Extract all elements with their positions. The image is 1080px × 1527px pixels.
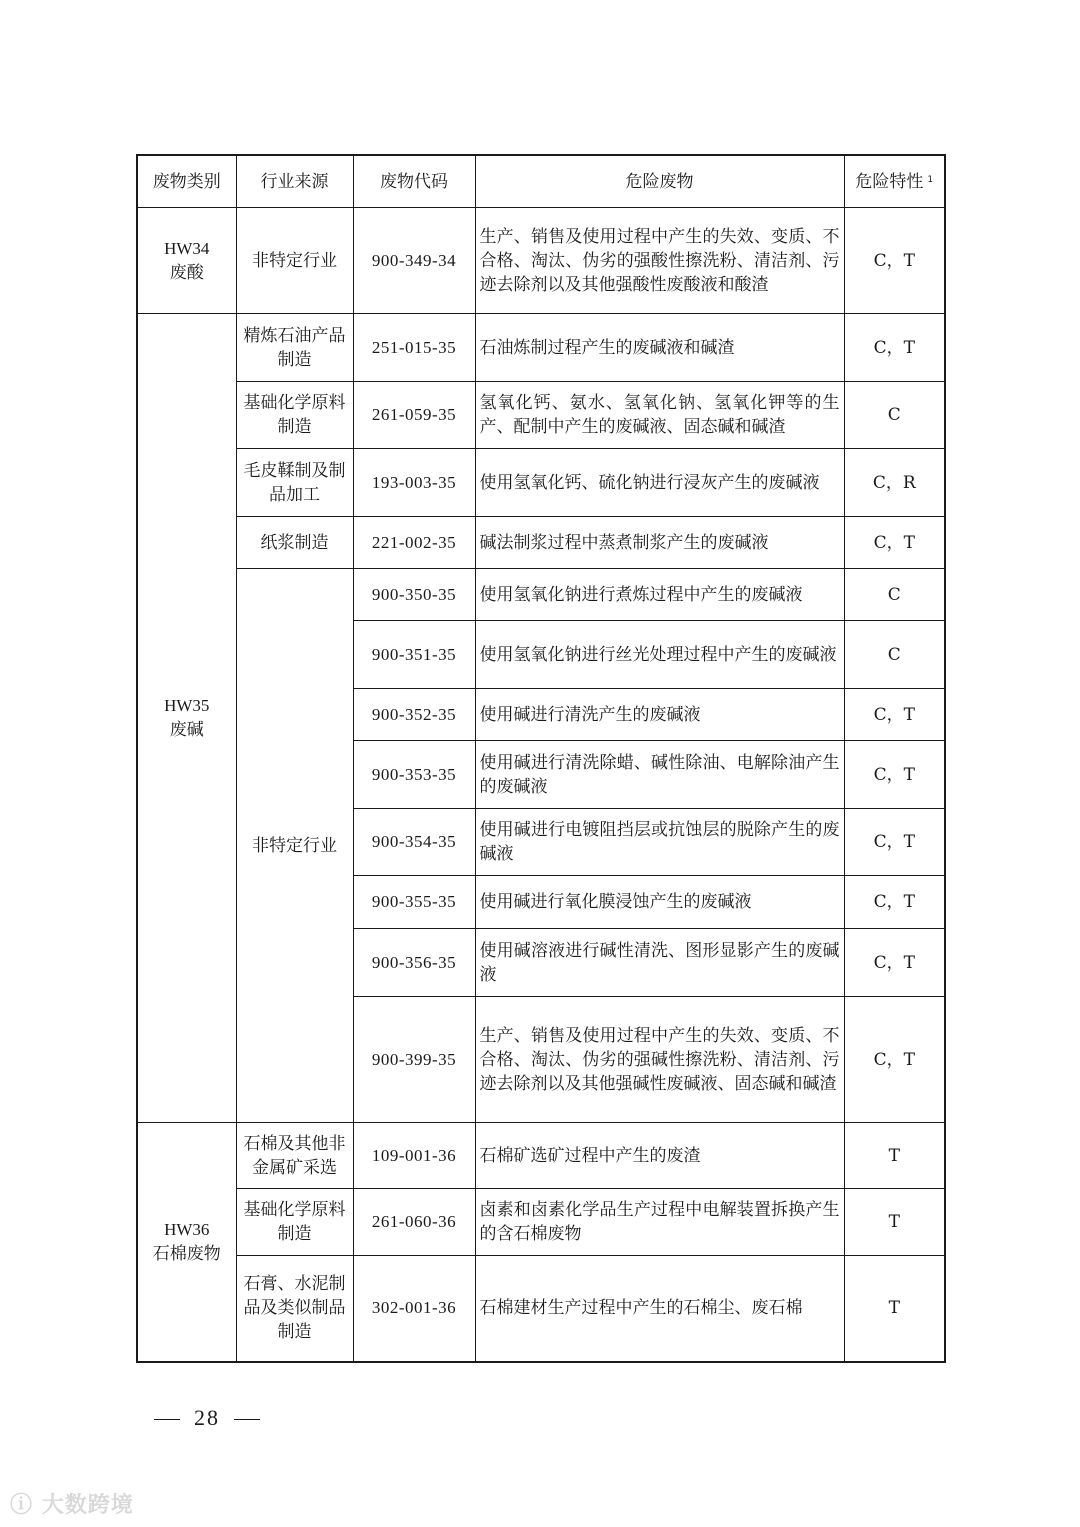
- code-cell: 261-060-36: [353, 1189, 475, 1256]
- hazard-cell: C: [844, 569, 945, 621]
- code-cell: 900-350-35: [353, 569, 475, 621]
- code-cell: 109-001-36: [353, 1123, 475, 1189]
- logo-icon: ⓘ: [10, 1493, 34, 1518]
- waste-cell: 卤素和卤素化学品生产过程中电解装置拆换产生的含石棉废物: [475, 1189, 844, 1256]
- category-code: HW34: [164, 238, 210, 258]
- dash-left: [154, 1419, 180, 1420]
- code-cell: 900-355-35: [353, 876, 475, 929]
- code-cell: 900-353-35: [353, 741, 475, 809]
- hazard-cell: C，T: [844, 689, 945, 741]
- waste-cell: 使用氢氧化钙、硫化钠进行浸灰产生的废碱液: [475, 449, 844, 517]
- source-cell: 基础化学原料制造: [236, 1189, 353, 1256]
- category-cell: [137, 1123, 236, 1362]
- category-name: 石棉废物: [152, 1243, 221, 1264]
- hazard-cell: C，T: [844, 741, 945, 809]
- source-cell: 石棉及其他非金属矿采选: [236, 1123, 353, 1189]
- table-row: [137, 1256, 945, 1362]
- waste-cell: 使用碱进行电镀阻挡层或抗蚀层的脱除产生的废碱液: [475, 809, 844, 876]
- category-cell: [137, 314, 236, 1123]
- hazard-cell: C: [844, 621, 945, 689]
- footnote-marker: 1: [927, 174, 934, 185]
- code-cell: 900-399-35: [353, 997, 475, 1123]
- hazard-cell: T: [844, 1256, 945, 1362]
- source-cell: 精炼石油产品制造: [236, 314, 353, 382]
- source-cell: 基础化学原料制造: [236, 382, 353, 449]
- category-code: HW36: [164, 1219, 210, 1239]
- page-number: [140, 1405, 274, 1431]
- code-cell: 193-003-35: [353, 449, 475, 517]
- watermark-text: 大数跨境: [41, 1493, 134, 1518]
- hazard-cell: C，T: [844, 876, 945, 929]
- source-cell: 纸浆制造: [236, 517, 353, 569]
- code-cell: 900-349-34: [353, 208, 475, 314]
- source-cell: 石膏、水泥制品及类似制品制造: [236, 1256, 353, 1362]
- table-row: [137, 517, 945, 569]
- table-row: [137, 1123, 945, 1189]
- code-cell: 261-059-35: [353, 382, 475, 449]
- source-cell: 非特定行业: [236, 208, 353, 314]
- hazard-cell: C，T: [844, 929, 945, 997]
- waste-cell: 使用碱溶液进行碱性清洗、图形显影产生的废碱液: [475, 929, 844, 997]
- header-hazard: 危险特性 $^1$: [844, 155, 945, 208]
- hazard-cell: C，T: [844, 809, 945, 876]
- dash-right: [234, 1419, 260, 1420]
- hazard-cell: C，T: [844, 314, 945, 382]
- code-cell: 900-354-35: [353, 809, 475, 876]
- code-cell: 251-015-35: [353, 314, 475, 382]
- waste-cell: 使用碱进行清洗除蜡、碱性除油、电解除油产生的废碱液: [475, 741, 844, 809]
- waste-cell: 石棉矿选矿过程中产生的废渣: [475, 1123, 844, 1189]
- code-cell: 900-356-35: [353, 929, 475, 997]
- table-header-row: [137, 155, 945, 208]
- table-row: [137, 314, 945, 382]
- category-name: 废碱: [169, 720, 204, 740]
- category-code: HW35: [164, 696, 210, 715]
- header-source: 行业来源: [236, 155, 353, 208]
- hazard-cell: C，T: [844, 517, 945, 569]
- header-code: 废物代码: [353, 155, 475, 208]
- hazardous-waste-table: [136, 154, 946, 1363]
- table-row: [137, 208, 945, 314]
- code-cell: 900-351-35: [353, 621, 475, 689]
- watermark-logo: [10, 1488, 134, 1519]
- header-waste: 危险废物: [475, 155, 844, 208]
- header-category: 废物类别: [137, 155, 236, 208]
- waste-cell: 生产、销售及使用过程中产生的失效、变质、不合格、淘汰、伪劣的强碱性擦洗粉、清洁剂、污迹去除剂以及其他强碱性废碱液、固态碱和碱渣: [475, 997, 844, 1123]
- hazard-cell: C: [844, 382, 945, 449]
- code-cell: 900-352-35: [353, 689, 475, 741]
- table-row: [137, 569, 945, 621]
- hazard-cell: C，T: [844, 208, 945, 314]
- page-number-text: 28: [194, 1405, 220, 1430]
- waste-cell: 使用氢氧化钠进行煮炼过程中产生的废碱液: [475, 569, 844, 621]
- table-row: [137, 1189, 945, 1256]
- waste-cell: 石油炼制过程产生的废碱液和碱渣: [475, 314, 844, 382]
- waste-cell: 氢氧化钙、氨水、氢氧化钠、氢氧化钾等的生产、配制中产生的废碱液、固态碱和碱渣: [475, 382, 844, 449]
- table-row: [137, 382, 945, 449]
- hazard-cell: T: [844, 1123, 945, 1189]
- waste-cell: 生产、销售及使用过程中产生的失效、变质、不合格、淘汰、伪劣的强酸性擦洗粉、清洁剂、污迹去除剂以及其他强酸性废酸液和酸渣: [475, 208, 844, 314]
- waste-cell: 石棉建材生产过程中产生的石棉尘、废石棉: [475, 1256, 844, 1362]
- category-cell: [137, 208, 236, 314]
- hazard-cell: C，R: [844, 449, 945, 517]
- waste-cell: 碱法制浆过程中蒸煮制浆产生的废碱液: [475, 517, 844, 569]
- table-row: [137, 449, 945, 517]
- code-cell: 221-002-35: [353, 517, 475, 569]
- waste-cell: 使用氢氧化钠进行丝光处理过程中产生的废碱液: [475, 621, 844, 689]
- waste-cell: 使用碱进行清洗产生的废碱液: [475, 689, 844, 741]
- hazard-cell: C，T: [844, 997, 945, 1123]
- code-cell: 302-001-36: [353, 1256, 475, 1362]
- source-cell: 非特定行业: [236, 569, 353, 1123]
- source-cell: 毛皮鞣制及制品加工: [236, 449, 353, 517]
- waste-cell: 使用碱进行氧化膜浸蚀产生的废碱液: [475, 876, 844, 929]
- hazard-cell: T: [844, 1189, 945, 1256]
- category-name: 废酸: [169, 262, 204, 283]
